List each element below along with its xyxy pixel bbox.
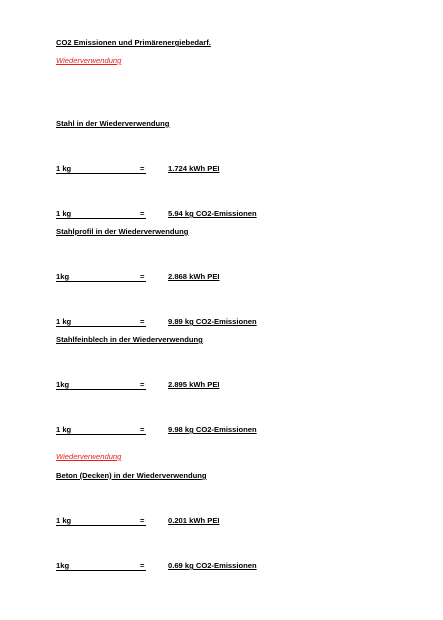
section-heading-stahlfeinblech: Stahlfeinblech in der Wiederverwendung <box>56 335 203 344</box>
conversion-row <box>56 164 266 174</box>
quantity-rhs: 2.895 kWh PEI <box>168 380 220 389</box>
document-title: CO2 Emissionen und Primärenergiebedarf. <box>56 38 211 47</box>
quantity-lhs: 1 kg <box>56 317 146 327</box>
equals-sign: = <box>140 561 145 570</box>
equals-sign: = <box>140 209 145 218</box>
quantity-rhs: 0.201 kWh PEI <box>168 516 220 525</box>
quantity-lhs: 1kg <box>56 272 146 282</box>
section-heading-stahlprofil: Stahlprofil in der Wiederverwendung <box>56 227 189 236</box>
quantity-lhs: 1kg <box>56 561 146 571</box>
quantity-lhs: 1kg <box>56 380 146 390</box>
section-label-reuse: Wiederverwendung <box>56 452 122 461</box>
equals-sign: = <box>140 164 145 173</box>
quantity-rhs: 9.98 kg CO2-Emissionen <box>168 425 257 434</box>
conversion-row <box>56 380 266 390</box>
quantity-rhs: 5.94 kg CO2-Emissionen <box>168 209 257 218</box>
conversion-row <box>56 209 266 219</box>
equals-sign: = <box>140 272 145 281</box>
equals-sign: = <box>140 425 145 434</box>
quantity-rhs: 2.868 kWh PEI <box>168 272 220 281</box>
equals-sign: = <box>140 516 145 525</box>
quantity-rhs: 9.89 kg CO2-Emissionen <box>168 317 257 326</box>
equals-sign: = <box>140 380 145 389</box>
conversion-row <box>56 272 266 282</box>
quantity-lhs: 1 kg <box>56 425 146 435</box>
conversion-row <box>56 425 266 435</box>
conversion-row <box>56 516 266 526</box>
equals-sign: = <box>140 317 145 326</box>
quantity-lhs: 1 kg <box>56 164 146 174</box>
section-heading-stahl: Stahl in der Wiederverwendung <box>56 119 170 128</box>
conversion-row <box>56 561 266 571</box>
section-label-reuse: Wiederverwendung <box>56 56 122 65</box>
section-heading-beton: Beton (Decken) in der Wiederverwendung <box>56 471 207 480</box>
conversion-row <box>56 317 266 327</box>
quantity-lhs: 1 kg <box>56 209 146 219</box>
quantity-rhs: 1.724 kWh PEI <box>168 164 220 173</box>
quantity-lhs: 1 kg <box>56 516 146 526</box>
quantity-rhs: 0.69 kg CO2-Emissionen <box>168 561 257 570</box>
